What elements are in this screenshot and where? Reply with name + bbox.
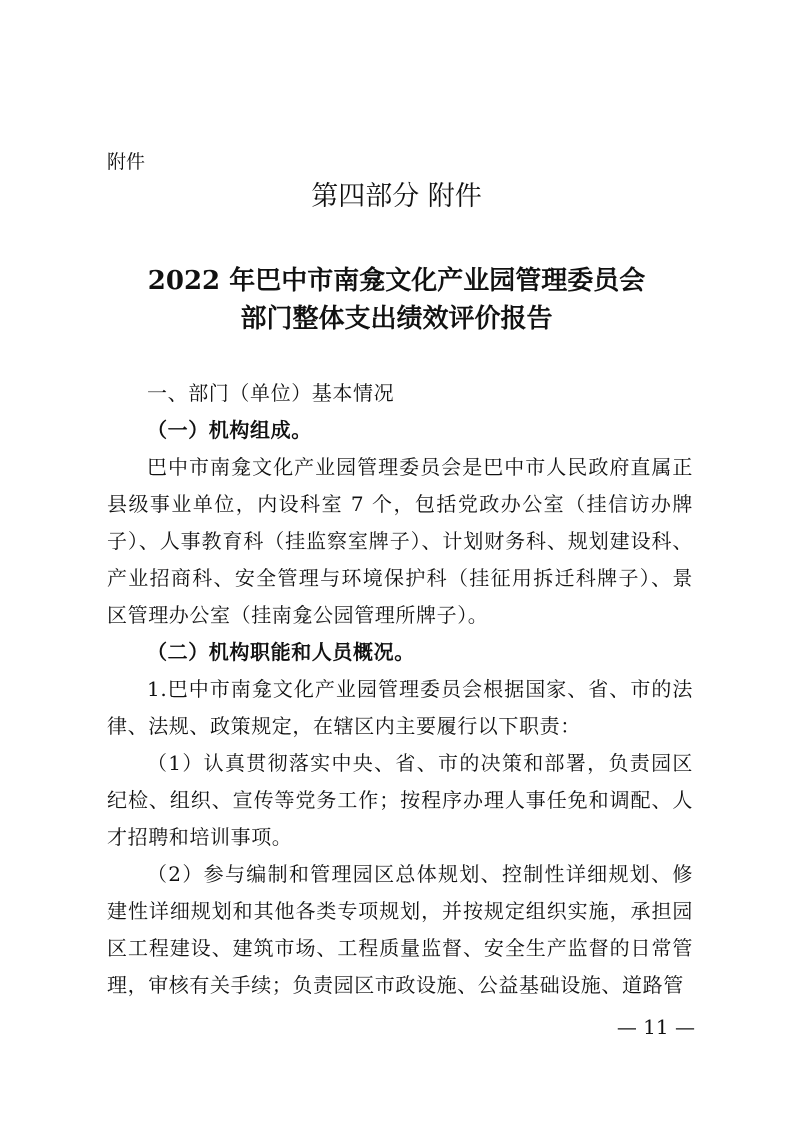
report-body xyxy=(107,375,693,1004)
subsection-heading-organization: （一）机构组成。 xyxy=(147,418,312,442)
page-number: — 11 — xyxy=(616,1015,695,1039)
attachment-label: 附件 xyxy=(107,151,146,173)
report-title-line-1: 2022 年巴中市南龛文化产业园管理委员会 xyxy=(147,266,646,296)
part-title: 第四部分 附件 xyxy=(311,181,482,212)
paragraph-functions-intro: 1.巴中市南龛文化产业园管理委员会根据国家、省、市的法律、法规、政策规定，在辖区内主要履行以下职责： xyxy=(107,677,693,738)
paragraph-duty-1: （1）认真贯彻落实中央、省、市的决策和部署，负责园区纪检、组织、宣传等党务工作；按程序办理人事任免和调配、人才招聘和培训事项。 xyxy=(107,751,693,849)
report-title-line-2: 部门整体支出绩效评价报告 xyxy=(240,304,553,334)
subsection-heading-functions: （二）机构职能和人员概况。 xyxy=(147,640,415,664)
report-title xyxy=(0,262,793,338)
paragraph-duty-2: （2）参与编制和管理园区总体规划、控制性详细规划、修建性详细规划和其他各类专项规划，并按规定组织实施，承担园区工程建设、建筑市场、工程质量监督、安全生产监督的日常管理，审核有关手续；负责园区市政设施、公益基础设施、道路管 xyxy=(107,862,693,997)
section-heading-basic-info: 一、部门（单位）基本情况 xyxy=(147,381,395,405)
paragraph-organization: 巴中市南龛文化产业园管理委员会是巴中市人民政府直属正县级事业单位，内设科室 7 个，包括党政办公室（挂信访办牌子）、人事教育科（挂监察室牌子）、计划财务科、规划建设科、产业招商科、安全管理与环境保护科（挂征用拆迁科牌子）、景区管理办公室（挂南龛公园管理所牌子）。 xyxy=(107,455,693,627)
